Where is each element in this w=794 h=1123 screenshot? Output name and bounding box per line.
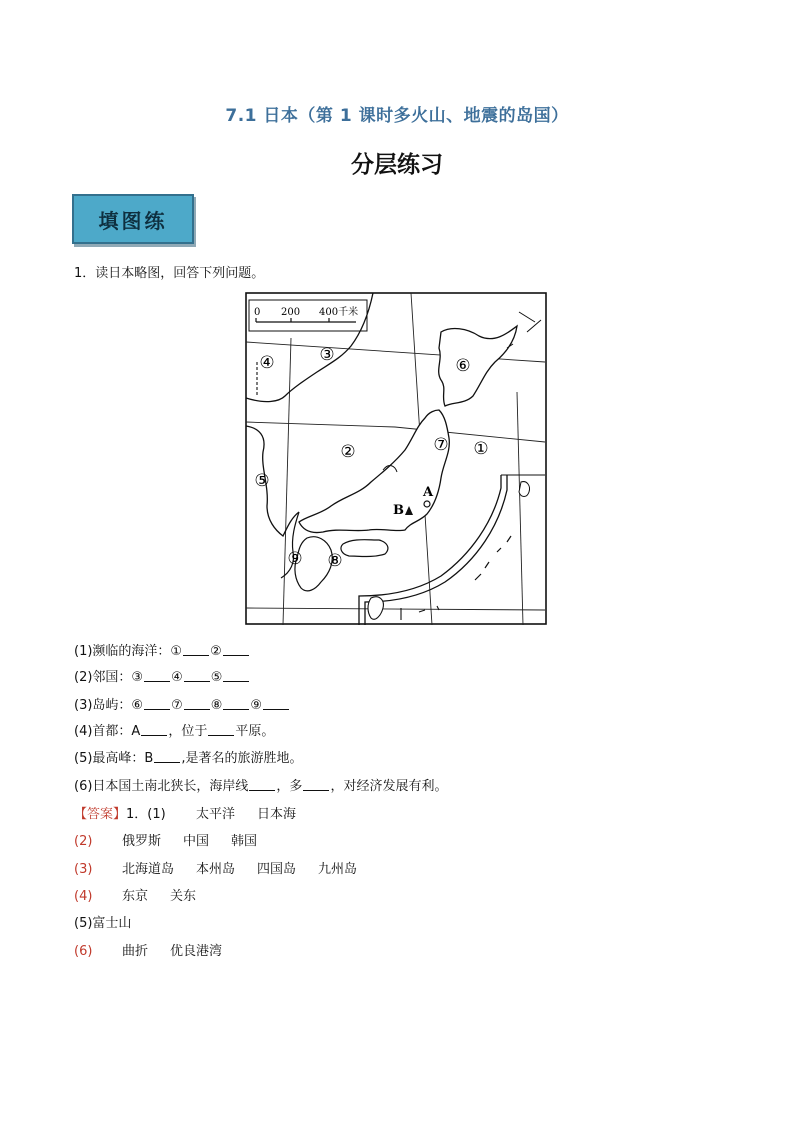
answer-blank[interactable] xyxy=(184,669,210,682)
answer-blank[interactable] xyxy=(154,750,180,763)
map-label-7: ⑦ xyxy=(433,435,449,455)
map-label-1: ① xyxy=(473,439,489,459)
question-text: (5)最高峰：B xyxy=(74,751,154,766)
question-line xyxy=(74,640,250,659)
answer-tag: 【答案】 xyxy=(74,807,127,822)
answer-blank[interactable] xyxy=(223,643,249,656)
map-point-a: A xyxy=(423,485,434,500)
answer-blank[interactable] xyxy=(144,697,170,710)
question-text: ⑨ xyxy=(250,698,263,713)
answer-blank[interactable] xyxy=(249,778,275,791)
map-label-3: ③ xyxy=(319,345,335,365)
question-text: (4)首都：A xyxy=(74,724,141,739)
answer-number: (5)富士山 xyxy=(74,916,132,931)
answer-blank[interactable] xyxy=(223,669,249,682)
answer-number: 1．(1) xyxy=(126,807,166,822)
section-label: 填图练 xyxy=(98,208,168,233)
page-title: 7.1 日本（第 1 课时多火山、地震的岛国） xyxy=(225,106,569,126)
answer-value: 优良港湾 xyxy=(170,944,223,959)
section-heading xyxy=(72,194,194,244)
map-label-2: ② xyxy=(340,442,356,462)
question-intro: 1．读日本略图，回答下列问题。 xyxy=(74,266,265,281)
map-point-b: B xyxy=(393,503,404,518)
question-text: ④ xyxy=(171,670,183,685)
question-text: (3)岛屿：⑥ xyxy=(74,698,144,713)
answer-number: (4) xyxy=(74,889,93,904)
answer-number: (6) xyxy=(74,944,93,959)
answer-value: 俄罗斯 xyxy=(122,834,162,849)
question-line xyxy=(74,747,302,766)
question-line xyxy=(74,666,250,685)
question-text: ，多 xyxy=(276,779,303,794)
answer-value: 本州岛 xyxy=(196,862,236,877)
page-subtitle: 分层练习 xyxy=(351,151,443,178)
answer-row xyxy=(74,940,244,959)
map-label-9: ⑨ xyxy=(287,549,303,569)
question-text: ⑧ xyxy=(210,698,223,713)
question-text: (6)日本国土南北狭长，海岸线 xyxy=(74,779,249,794)
answer-blank[interactable] xyxy=(141,723,167,736)
answer-blank[interactable] xyxy=(303,778,329,791)
answer-blank[interactable] xyxy=(263,697,289,710)
answer-row xyxy=(74,858,379,877)
answer-row xyxy=(74,830,279,849)
map-label-8: ⑧ xyxy=(327,551,343,571)
map-label-5: ⑤ xyxy=(254,471,270,491)
scale-tick-0: 0 xyxy=(254,307,261,318)
answer-row xyxy=(74,885,218,904)
answer-blank[interactable] xyxy=(183,643,209,656)
question-text: (1)濒临的海洋：① xyxy=(74,644,183,659)
question-line xyxy=(74,694,290,713)
question-line xyxy=(74,775,447,794)
question-text: ⑤ xyxy=(210,670,223,685)
answer-value: 日本海 xyxy=(257,807,297,822)
answer-blank[interactable] xyxy=(208,723,234,736)
answer-blank[interactable] xyxy=(223,697,249,710)
map-label-4: ④ xyxy=(259,353,275,373)
answer-value: 四国岛 xyxy=(257,862,297,877)
question-text: ，位于 xyxy=(168,724,208,739)
answer-number: (2) xyxy=(74,834,93,849)
answer-row xyxy=(74,803,318,822)
answer-value: 东京 xyxy=(122,889,149,904)
answer-value: 九州岛 xyxy=(318,862,358,877)
answer-value: 中国 xyxy=(183,834,210,849)
question-text: ⑦ xyxy=(171,698,183,713)
answer-value: 太平洋 xyxy=(196,807,236,822)
answer-blank[interactable] xyxy=(144,669,170,682)
map-label-6: ⑥ xyxy=(455,356,471,376)
scale-tick-400: 400千米 xyxy=(319,307,359,318)
question-text: ，对经济发展有利。 xyxy=(330,779,448,794)
answer-blank[interactable] xyxy=(184,697,210,710)
question-text: ② xyxy=(210,644,222,659)
answer-value: 关东 xyxy=(170,889,197,904)
question-text: (2)邻国：③ xyxy=(74,670,144,685)
japan-map xyxy=(245,292,547,625)
question-text: ,是著名的旅游胜地。 xyxy=(181,751,303,766)
answer-value: 韩国 xyxy=(231,834,258,849)
answer-value: 曲折 xyxy=(122,944,149,959)
answer-row xyxy=(74,912,131,931)
question-text: 平原。 xyxy=(235,724,275,739)
question-line xyxy=(74,720,274,739)
answer-value: 北海道岛 xyxy=(122,862,175,877)
scale-tick-200: 200 xyxy=(281,307,301,318)
answer-number: (3) xyxy=(74,862,93,877)
